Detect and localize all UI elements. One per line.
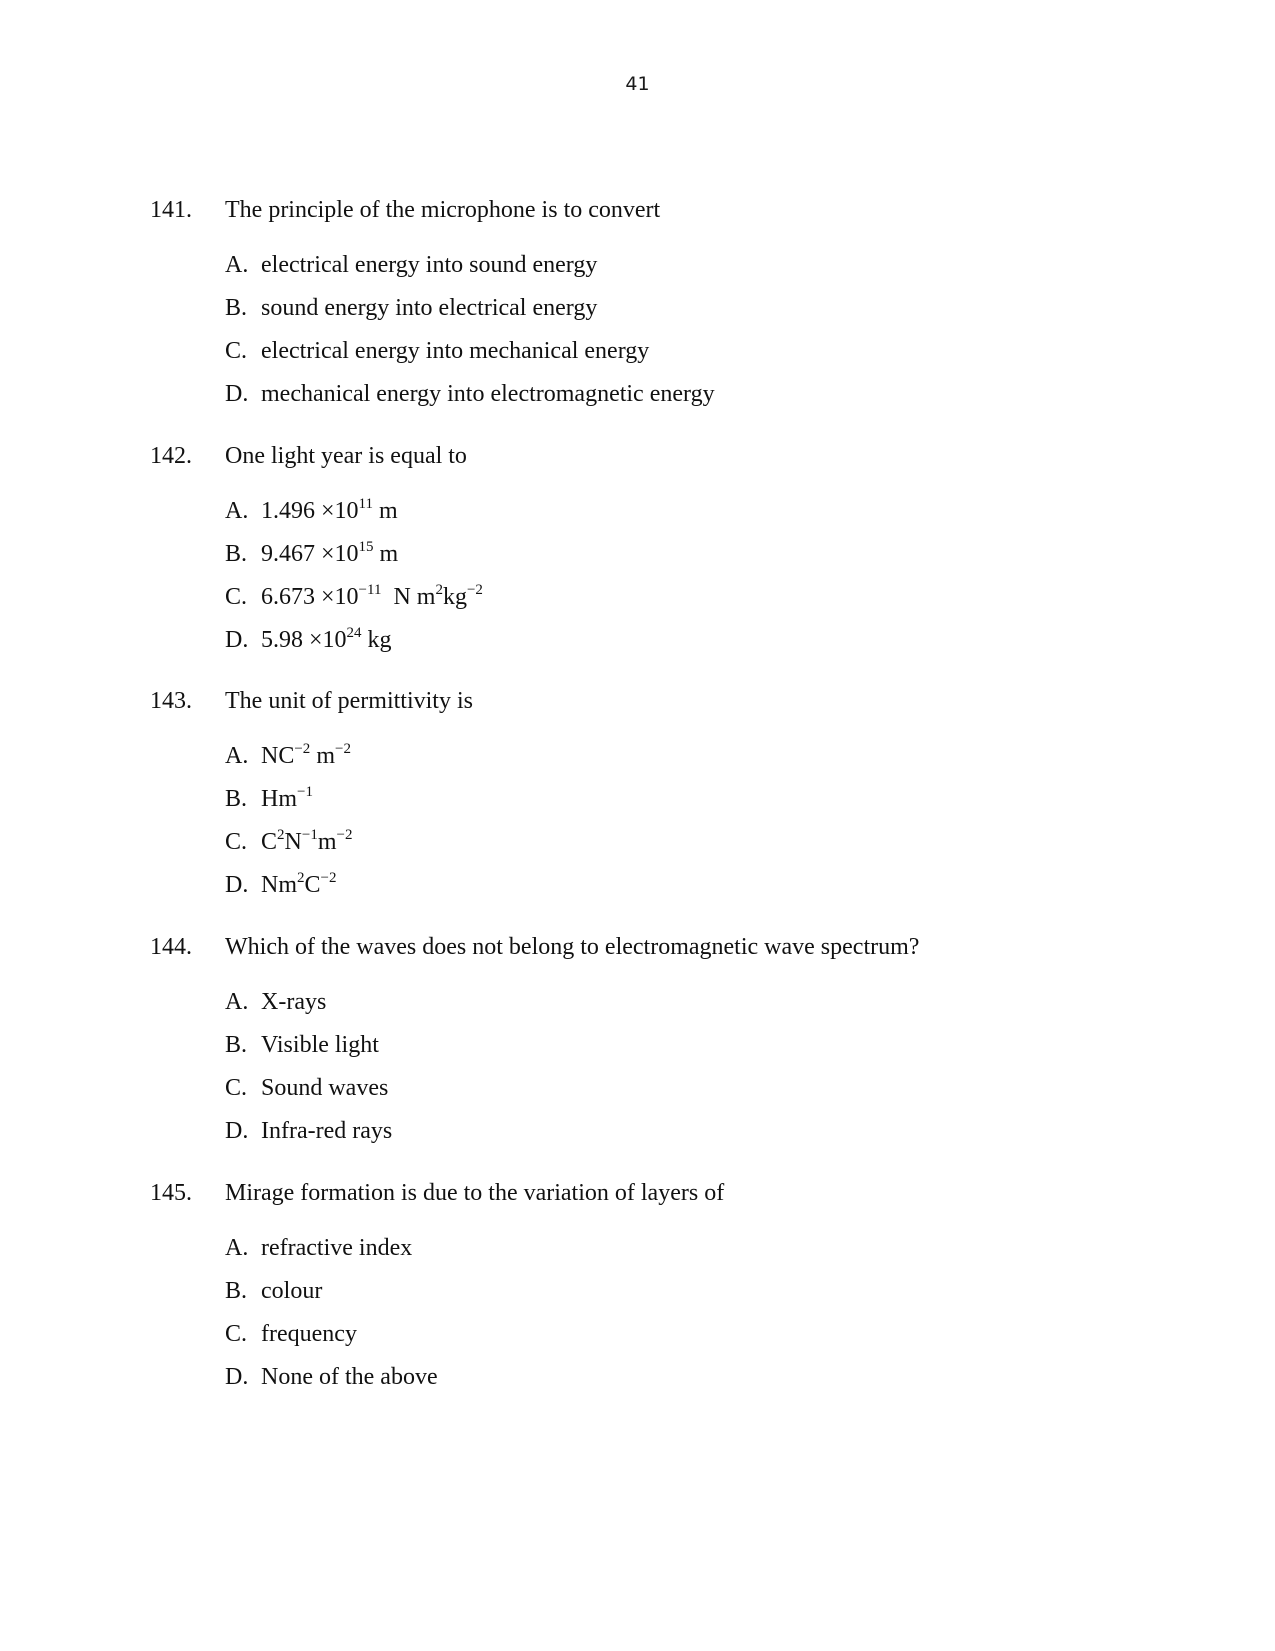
option-text: sound energy into electrical energy — [261, 295, 598, 321]
option-b — [225, 784, 352, 827]
option-text-part: 1.496 ×10 — [261, 498, 359, 524]
option-text-part: C — [304, 872, 321, 898]
option-letter: C. — [225, 584, 248, 610]
option-text-part: C — [261, 829, 278, 855]
option-c — [225, 582, 483, 625]
option-text: Visible light — [261, 1032, 379, 1058]
superscript: −1 — [297, 784, 313, 800]
option-letter: D. — [225, 627, 249, 653]
option-list — [225, 987, 392, 1159]
option-text-part: N m — [381, 584, 436, 610]
question-text: One light year is equal to — [225, 443, 467, 469]
option-letter: D. — [225, 1118, 249, 1144]
option-a — [225, 741, 352, 784]
superscript: −2 — [336, 827, 353, 843]
option-text-part: Hm — [261, 786, 297, 812]
option-letter: B. — [225, 1032, 248, 1058]
option-a — [225, 250, 715, 293]
option-letter: D. — [225, 381, 249, 407]
option-d — [225, 870, 352, 913]
option-text: mechanical energy into electromagnetic energy — [261, 381, 715, 407]
option-a — [225, 1233, 438, 1276]
option-text: colour — [261, 1278, 323, 1304]
option-text: X-rays — [261, 989, 327, 1015]
option-text: electrical energy into sound energy — [261, 252, 598, 278]
option-d — [225, 1116, 392, 1159]
option-text: frequency — [261, 1321, 357, 1347]
option-text — [261, 498, 398, 524]
option-letter: D. — [225, 1364, 249, 1390]
option-b — [225, 1030, 392, 1073]
superscript: −2 — [334, 741, 351, 757]
question-text: The principle of the microphone is to convert — [225, 197, 661, 223]
superscript: −1 — [301, 827, 318, 843]
superscript: 2 — [297, 870, 305, 886]
superscript: 2 — [435, 582, 443, 598]
superscript: −11 — [358, 582, 382, 598]
page-number: 41 — [625, 73, 650, 95]
option-letter: A. — [225, 498, 249, 524]
option-text — [261, 627, 392, 653]
option-text-part: 9.467 ×10 — [261, 541, 359, 567]
option-text: None of the above — [261, 1364, 438, 1390]
question-number: 141. — [150, 197, 192, 223]
superscript: 15 — [358, 539, 374, 555]
option-text — [261, 743, 351, 769]
option-c — [225, 1319, 438, 1362]
option-letter: A. — [225, 1235, 249, 1261]
question-text: Which of the waves does not belong to electromagnetic wave spectrum? — [225, 934, 920, 960]
question-number: 143. — [150, 688, 192, 714]
option-text-part: m — [317, 829, 337, 855]
option-list — [225, 496, 483, 668]
option-text-part: kg — [442, 584, 467, 610]
question-text: Mirage formation is due to the variation of layers of — [225, 1180, 725, 1206]
option-d — [225, 379, 715, 422]
option-text — [261, 829, 352, 855]
option-letter: A. — [225, 252, 249, 278]
question-text: The unit of permittivity is — [225, 688, 473, 714]
option-text: refractive index — [261, 1235, 413, 1261]
option-c — [225, 827, 352, 870]
option-letter: B. — [225, 786, 248, 812]
option-text-part: m — [310, 743, 335, 769]
option-letter: C. — [225, 829, 248, 855]
option-letter: C. — [225, 338, 248, 364]
option-letter: C. — [225, 1321, 248, 1347]
option-b — [225, 293, 715, 336]
superscript: 11 — [358, 496, 373, 512]
option-d — [225, 625, 483, 668]
option-text-part: Nm — [261, 872, 297, 898]
option-a — [225, 496, 483, 539]
option-text — [261, 584, 483, 610]
option-b — [225, 539, 483, 582]
option-list — [225, 1233, 438, 1405]
option-c — [225, 336, 715, 379]
option-text-part: NC — [261, 743, 295, 769]
option-text-part: m — [373, 498, 398, 524]
superscript: 24 — [346, 625, 362, 641]
question-number: 145. — [150, 1180, 192, 1206]
option-letter: B. — [225, 541, 248, 567]
option-text — [261, 541, 398, 567]
option-text-part: m — [373, 541, 399, 567]
option-text: Infra-red rays — [261, 1118, 393, 1144]
option-letter: C. — [225, 1075, 248, 1101]
superscript: −2 — [294, 741, 311, 757]
question-number: 142. — [150, 443, 192, 469]
option-text-part: 5.98 ×10 — [261, 627, 347, 653]
option-d — [225, 1362, 438, 1405]
option-b — [225, 1276, 438, 1319]
option-letter: B. — [225, 295, 248, 321]
superscript: 2 — [277, 827, 285, 843]
option-letter: D. — [225, 872, 249, 898]
option-text — [261, 786, 313, 812]
superscript: −2 — [320, 870, 337, 886]
superscript: −2 — [466, 582, 483, 598]
option-list — [225, 250, 715, 422]
option-text-part: kg — [361, 627, 392, 653]
option-letter: B. — [225, 1278, 248, 1304]
option-text-part: N — [284, 829, 302, 855]
question-number: 144. — [150, 934, 192, 960]
option-list — [225, 741, 352, 913]
option-letter: A. — [225, 989, 249, 1015]
option-text — [261, 872, 336, 898]
option-text: Sound waves — [261, 1075, 389, 1101]
option-c — [225, 1073, 392, 1116]
option-text: electrical energy into mechanical energy — [261, 338, 650, 364]
option-a — [225, 987, 392, 1030]
option-text-part: 6.673 ×10 — [261, 584, 359, 610]
option-letter: A. — [225, 743, 249, 769]
